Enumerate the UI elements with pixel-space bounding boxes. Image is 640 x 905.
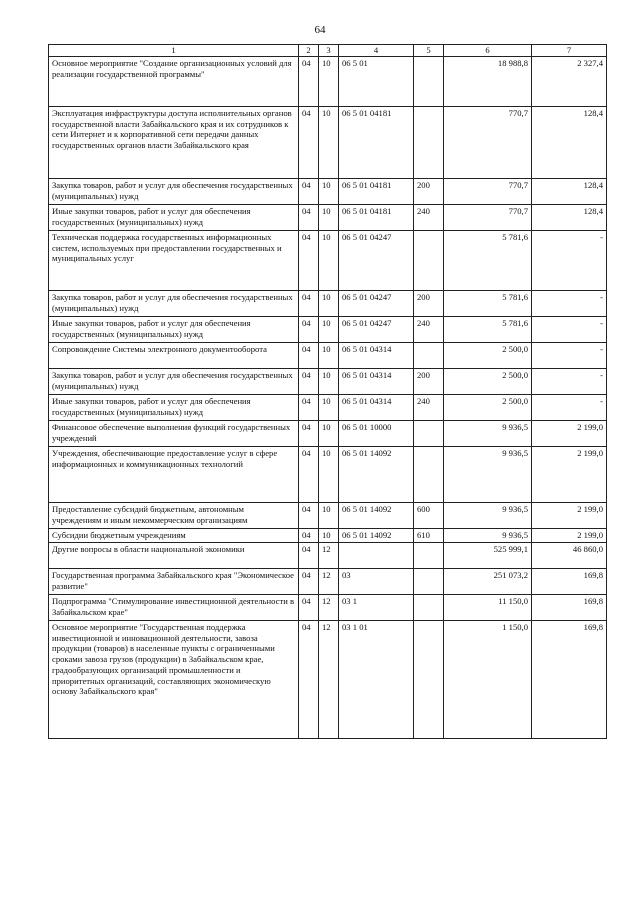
table-row (49, 529, 607, 543)
row-amount-cell: 2 199,0 (532, 421, 607, 447)
row-expense-type-cell: 200 (414, 291, 444, 317)
row-amount-cell: 2 199,0 (532, 503, 607, 529)
row-name-cell: Техническая поддержка государственных информационных систем, используемых при предоставлении государственных и муниципальных услуг (49, 231, 299, 291)
table-row (49, 421, 607, 447)
row-name-cell: Основное мероприятие "Государственная поддержка инвестиционной и инновационной деятельности, завоза продукции (товаров) в населенные пункты с ограниченными сроками завоза грузов (продукции) в Забайкальском крае, градообразующих организаций промышленности и приоритетных организаций, составляющих экономическую основу Забайкальского края" (49, 621, 299, 739)
row-amount-cell: 169,8 (532, 595, 607, 621)
row-target-code-cell: 06 5 01 10000 (339, 421, 414, 447)
row-amount-cell: 5 781,6 (444, 291, 532, 317)
header-cell: 3 (319, 45, 339, 57)
row-expense-type-cell: 240 (414, 205, 444, 231)
row-expense-type-cell: 200 (414, 179, 444, 205)
row-expense-type-cell (414, 621, 444, 739)
row-name-cell: Учреждения, обеспечивающие предоставление услуг в сфере информационных и коммуникационных технологий (49, 447, 299, 503)
row-amount-cell: 128,4 (532, 107, 607, 179)
row-amount-cell: 169,8 (532, 621, 607, 739)
row-name-cell: Финансовое обеспечение выполнения функций государственных учреждений (49, 421, 299, 447)
row-target-code-cell: 06 5 01 04247 (339, 291, 414, 317)
row-subsection-cell: 10 (319, 395, 339, 421)
row-section-cell: 04 (299, 343, 319, 369)
header-cell: 4 (339, 45, 414, 57)
row-amount-cell: - (532, 317, 607, 343)
table-row (49, 205, 607, 231)
row-amount-cell: 128,4 (532, 179, 607, 205)
row-target-code-cell: 03 (339, 569, 414, 595)
header-cell: 1 (49, 45, 299, 57)
row-expense-type-cell (414, 543, 444, 569)
row-expense-type-cell: 240 (414, 395, 444, 421)
table-body (49, 57, 607, 739)
row-target-code-cell: 06 5 01 14092 (339, 529, 414, 543)
row-name-cell: Закупка товаров, работ и услуг для обеспечения государственных (муниципальных) нужд (49, 291, 299, 317)
row-expense-type-cell (414, 57, 444, 107)
row-amount-cell: 9 936,5 (444, 529, 532, 543)
row-subsection-cell: 10 (319, 179, 339, 205)
row-amount-cell: - (532, 395, 607, 421)
budget-table (48, 44, 607, 739)
row-target-code-cell: 06 5 01 04314 (339, 343, 414, 369)
row-section-cell: 04 (299, 57, 319, 107)
row-expense-type-cell: 610 (414, 529, 444, 543)
row-target-code-cell: 06 5 01 04314 (339, 369, 414, 395)
row-name-cell: Иные закупки товаров, работ и услуг для обеспечения государственных (муниципальных) нужд (49, 205, 299, 231)
row-section-cell: 04 (299, 317, 319, 343)
row-name-cell: Иные закупки товаров, работ и услуг для обеспечения государственных (муниципальных) нужд (49, 317, 299, 343)
row-section-cell: 04 (299, 503, 319, 529)
row-amount-cell: 169,8 (532, 569, 607, 595)
row-expense-type-cell (414, 569, 444, 595)
row-target-code-cell (339, 543, 414, 569)
row-name-cell: Подпрограмма "Стимулирование инвестиционной деятельности в Забайкальском крае" (49, 595, 299, 621)
row-amount-cell: 46 860,0 (532, 543, 607, 569)
row-expense-type-cell (414, 447, 444, 503)
row-amount-cell: 5 781,6 (444, 317, 532, 343)
table-row (49, 595, 607, 621)
row-section-cell: 04 (299, 543, 319, 569)
row-expense-type-cell (414, 343, 444, 369)
row-subsection-cell: 10 (319, 343, 339, 369)
header-cell: 7 (532, 45, 607, 57)
row-section-cell: 04 (299, 421, 319, 447)
row-name-cell: Эксплуатация инфраструктуры доступа исполнительных органов государственной власти Забайкальского края и их сотрудников к сети Интернет и к корпоративной сети передачи данных государственных органов власти Забайкальского края (49, 107, 299, 179)
row-amount-cell: 5 781,6 (444, 231, 532, 291)
table-row (49, 317, 607, 343)
row-expense-type-cell: 240 (414, 317, 444, 343)
table-row (49, 395, 607, 421)
row-section-cell: 04 (299, 595, 319, 621)
table-row (49, 447, 607, 503)
row-amount-cell: 770,7 (444, 179, 532, 205)
row-section-cell: 04 (299, 395, 319, 421)
row-amount-cell: 2 500,0 (444, 343, 532, 369)
row-target-code-cell: 06 5 01 14092 (339, 447, 414, 503)
row-amount-cell: 251 073,2 (444, 569, 532, 595)
row-subsection-cell: 10 (319, 317, 339, 343)
row-section-cell: 04 (299, 231, 319, 291)
row-target-code-cell: 06 5 01 (339, 57, 414, 107)
row-section-cell: 04 (299, 291, 319, 317)
row-subsection-cell: 10 (319, 231, 339, 291)
row-section-cell: 04 (299, 447, 319, 503)
row-amount-cell: 1 150,0 (444, 621, 532, 739)
header-cell: 5 (414, 45, 444, 57)
row-subsection-cell: 12 (319, 595, 339, 621)
row-subsection-cell: 10 (319, 503, 339, 529)
row-name-cell: Закупка товаров, работ и услуг для обеспечения государственных (муниципальных) нужд (49, 179, 299, 205)
row-subsection-cell: 10 (319, 447, 339, 503)
table-row (49, 291, 607, 317)
row-amount-cell: 2 327,4 (532, 57, 607, 107)
row-name-cell: Сопровождение Системы электронного документооборота (49, 343, 299, 369)
row-section-cell: 04 (299, 179, 319, 205)
row-name-cell: Иные закупки товаров, работ и услуг для обеспечения государственных (муниципальных) нужд (49, 395, 299, 421)
row-expense-type-cell (414, 107, 444, 179)
row-amount-cell: 9 936,5 (444, 503, 532, 529)
row-subsection-cell: 12 (319, 569, 339, 595)
row-amount-cell: 18 988,8 (444, 57, 532, 107)
row-section-cell: 04 (299, 529, 319, 543)
row-amount-cell: 2 199,0 (532, 529, 607, 543)
row-target-code-cell: 06 5 01 04314 (339, 395, 414, 421)
row-subsection-cell: 10 (319, 369, 339, 395)
table-row (49, 621, 607, 739)
row-section-cell: 04 (299, 205, 319, 231)
row-subsection-cell: 10 (319, 107, 339, 179)
header-row (49, 45, 607, 57)
row-expense-type-cell (414, 595, 444, 621)
row-target-code-cell: 03 1 (339, 595, 414, 621)
row-subsection-cell: 10 (319, 291, 339, 317)
row-name-cell: Закупка товаров, работ и услуг для обеспечения государственных (муниципальных) нужд (49, 369, 299, 395)
row-name-cell: Предоставление субсидий бюджетным, автономным учреждениям и иным некоммерческим организациям (49, 503, 299, 529)
header-cell: 6 (444, 45, 532, 57)
row-amount-cell: - (532, 291, 607, 317)
table-row (49, 107, 607, 179)
page-number: 64 (314, 24, 326, 36)
row-amount-cell: 2 199,0 (532, 447, 607, 503)
row-amount-cell: 9 936,5 (444, 447, 532, 503)
row-expense-type-cell (414, 421, 444, 447)
row-amount-cell: 770,7 (444, 205, 532, 231)
row-target-code-cell: 03 1 01 (339, 621, 414, 739)
table-row (49, 57, 607, 107)
row-name-cell: Основное мероприятие "Создание организационных условий для реализации государственной программы" (49, 57, 299, 107)
row-name-cell: Государственная программа Забайкальского края "Экономическое развитие" (49, 569, 299, 595)
row-expense-type-cell: 600 (414, 503, 444, 529)
row-amount-cell: - (532, 231, 607, 291)
table-row (49, 503, 607, 529)
row-subsection-cell: 12 (319, 621, 339, 739)
row-amount-cell: - (532, 343, 607, 369)
table-row (49, 231, 607, 291)
row-section-cell: 04 (299, 569, 319, 595)
row-target-code-cell: 06 5 01 04181 (339, 205, 414, 231)
row-amount-cell: - (532, 369, 607, 395)
row-amount-cell: 770,7 (444, 107, 532, 179)
row-amount-cell: 9 936,5 (444, 421, 532, 447)
row-subsection-cell: 12 (319, 543, 339, 569)
row-target-code-cell: 06 5 01 04181 (339, 107, 414, 179)
table-row (49, 569, 607, 595)
header-cell: 2 (299, 45, 319, 57)
row-expense-type-cell (414, 231, 444, 291)
table-row (49, 369, 607, 395)
row-target-code-cell: 06 5 01 04181 (339, 179, 414, 205)
row-section-cell: 04 (299, 369, 319, 395)
row-amount-cell: 525 999,1 (444, 543, 532, 569)
row-subsection-cell: 10 (319, 421, 339, 447)
row-expense-type-cell: 200 (414, 369, 444, 395)
table-row (49, 543, 607, 569)
row-amount-cell: 11 150,0 (444, 595, 532, 621)
row-target-code-cell: 06 5 01 04247 (339, 231, 414, 291)
row-target-code-cell: 06 5 01 14092 (339, 503, 414, 529)
row-section-cell: 04 (299, 621, 319, 739)
row-subsection-cell: 10 (319, 57, 339, 107)
row-subsection-cell: 10 (319, 529, 339, 543)
row-amount-cell: 2 500,0 (444, 395, 532, 421)
row-name-cell: Субсидии бюджетным учреждениям (49, 529, 299, 543)
table-row (49, 343, 607, 369)
row-subsection-cell: 10 (319, 205, 339, 231)
row-name-cell: Другие вопросы в области национальной экономики (49, 543, 299, 569)
row-amount-cell: 2 500,0 (444, 369, 532, 395)
row-section-cell: 04 (299, 107, 319, 179)
row-amount-cell: 128,4 (532, 205, 607, 231)
table-row (49, 179, 607, 205)
row-target-code-cell: 06 5 01 04247 (339, 317, 414, 343)
